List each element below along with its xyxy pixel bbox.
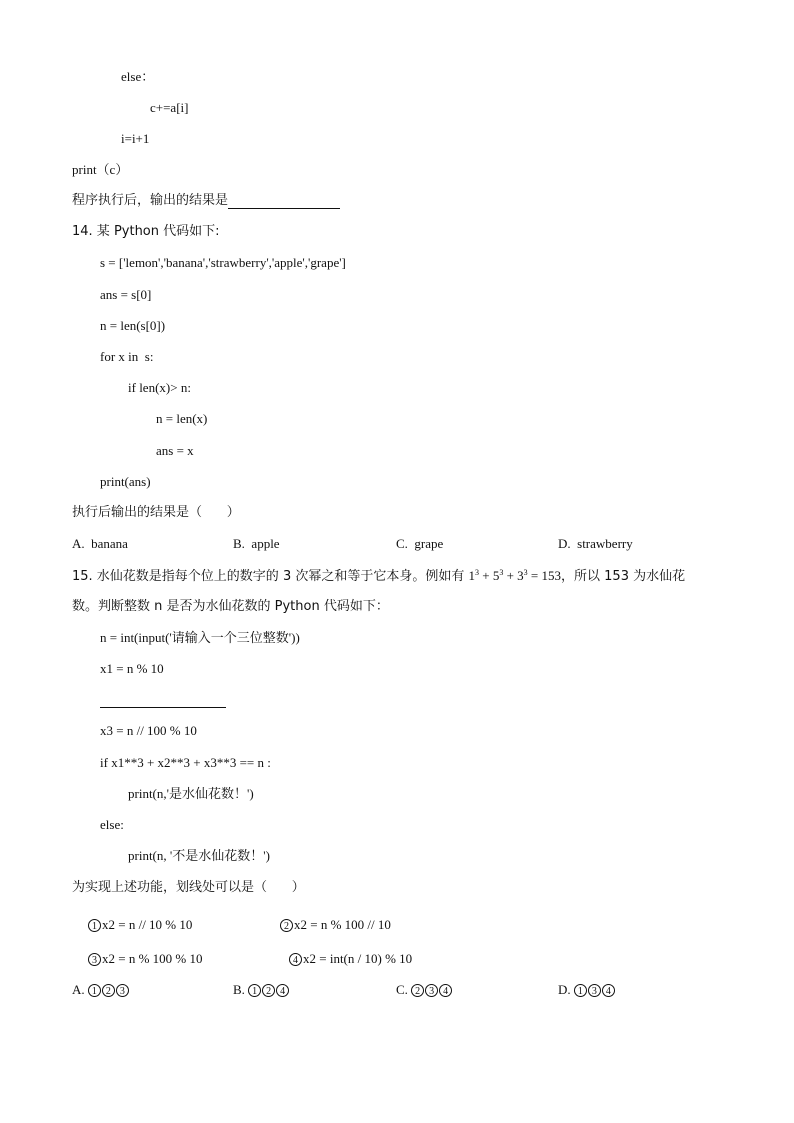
q15-code-line-6: else: bbox=[100, 817, 124, 832]
circled-number: 3 bbox=[425, 984, 438, 997]
formula-exponent: 3 bbox=[523, 568, 528, 577]
q13-code-accumulate: c+=a[i] bbox=[150, 100, 189, 115]
circled-number: 4 bbox=[276, 984, 289, 997]
q14-title: 14. 某 Python 代码如下: bbox=[72, 224, 220, 239]
q14-option-d[interactable] bbox=[558, 536, 633, 552]
q15-intro-a: 15. 水仙花数是指每个位上的数字的 3 次幂之和等于它本身。例如有 bbox=[72, 569, 469, 584]
q15-code-line-3: x3 = n // 100 % 10 bbox=[100, 723, 197, 738]
q14-code-line-7: ans = x bbox=[156, 443, 194, 458]
formula-result: = 153 bbox=[527, 568, 562, 583]
option-text: grape bbox=[414, 536, 444, 551]
option-letter: B. bbox=[233, 982, 245, 997]
option-letter: C. bbox=[396, 982, 408, 997]
q15-option-b[interactable] bbox=[233, 982, 290, 998]
option-text: apple bbox=[251, 536, 280, 551]
q14-code-line-5: if len(x)> n: bbox=[128, 380, 191, 395]
circled-number: 3 bbox=[588, 984, 601, 997]
q14-code-line-2: ans = s[0] bbox=[100, 287, 152, 302]
choice-text: x2 = int(n / 10) % 10 bbox=[303, 951, 413, 966]
circled-number: 2 bbox=[280, 919, 293, 932]
q13-answer-blank bbox=[228, 196, 340, 209]
circled-number: 2 bbox=[411, 984, 424, 997]
choice-text: x2 = n // 10 % 10 bbox=[102, 917, 193, 932]
q15-choice-3 bbox=[88, 951, 203, 967]
q15-formula bbox=[468, 568, 561, 583]
q14-option-a[interactable] bbox=[72, 536, 128, 552]
q14-code-line-6: n = len(x) bbox=[156, 411, 208, 426]
formula-base: 1 bbox=[468, 568, 475, 583]
q15-prompt: 为实现上述功能，划线处可以是（ ） bbox=[72, 880, 305, 895]
q14-code-line-4: for x in s: bbox=[100, 349, 154, 364]
circled-number: 4 bbox=[439, 984, 452, 997]
q15-code-line-5: print(n,'是水仙花数！') bbox=[128, 786, 254, 801]
circled-number: 4 bbox=[602, 984, 615, 997]
circled-number: 1 bbox=[248, 984, 261, 997]
q15-option-a[interactable] bbox=[72, 982, 130, 998]
circled-number: 4 bbox=[289, 953, 302, 966]
q15-intro bbox=[72, 568, 685, 585]
q15-code-line-4: if x1**3 + x2**3 + x3**3 == n : bbox=[100, 755, 271, 770]
circled-number: 1 bbox=[88, 984, 101, 997]
option-text: strawberry bbox=[577, 536, 633, 551]
circled-number: 3 bbox=[116, 984, 129, 997]
q15-choice-2 bbox=[280, 917, 391, 933]
q14-option-b[interactable] bbox=[233, 536, 280, 552]
choice-text: x2 = n % 100 // 10 bbox=[294, 917, 391, 932]
q14-code-line-1: s = ['lemon','banana','strawberry','apple','grape'] bbox=[100, 255, 346, 270]
q15-option-d[interactable] bbox=[558, 982, 616, 998]
circled-number: 3 bbox=[88, 953, 101, 966]
q14-code-line-3: n = len(s[0]) bbox=[100, 318, 166, 333]
q13-code-print: print（c） bbox=[72, 162, 129, 177]
formula-base: + 5 bbox=[478, 568, 500, 583]
q13-prompt bbox=[72, 193, 340, 209]
option-letter: A. bbox=[72, 536, 85, 551]
q15-option-c[interactable] bbox=[396, 982, 453, 998]
option-text: banana bbox=[91, 536, 128, 551]
q13-prompt-text: 程序执行后，输出的结果是 bbox=[72, 193, 229, 208]
option-letter: C. bbox=[396, 536, 408, 551]
circled-number: 1 bbox=[88, 919, 101, 932]
q15-choice-4 bbox=[289, 951, 412, 967]
option-letter: A. bbox=[72, 982, 85, 997]
formula-exponent: 3 bbox=[474, 568, 479, 577]
choice-text: x2 = n % 100 % 10 bbox=[102, 951, 203, 966]
option-letter: B. bbox=[233, 536, 245, 551]
option-letter: D. bbox=[558, 536, 571, 551]
formula-base: + 3 bbox=[503, 568, 524, 583]
q15-code-line-1: n = int(input('请输入一个三位整数')) bbox=[100, 630, 300, 645]
q15-intro-b: ，所以 153 为水仙花 bbox=[561, 569, 686, 584]
circled-number: 2 bbox=[262, 984, 275, 997]
option-letter: D. bbox=[558, 982, 571, 997]
q14-prompt: 执行后输出的结果是（ ） bbox=[72, 505, 240, 520]
q15-choice-1 bbox=[88, 917, 192, 933]
q15-code-blank-line bbox=[100, 695, 226, 708]
circled-number: 2 bbox=[102, 984, 115, 997]
q15-code-line-2: x1 = n % 10 bbox=[100, 661, 164, 676]
q15-code-blank bbox=[100, 692, 226, 708]
circled-number: 1 bbox=[574, 984, 587, 997]
q14-code-line-8: print(ans) bbox=[100, 474, 151, 489]
q15-intro-line2: 数。判断整数 n 是否为水仙花数的 Python 代码如下： bbox=[72, 599, 389, 614]
formula-exponent: 3 bbox=[499, 568, 504, 577]
q13-code-else: else： bbox=[121, 69, 155, 84]
q14-option-c[interactable] bbox=[396, 536, 443, 552]
q13-code-increment: i=i+1 bbox=[121, 131, 150, 146]
q15-code-line-7: print(n, '不是水仙花数！') bbox=[128, 848, 270, 863]
